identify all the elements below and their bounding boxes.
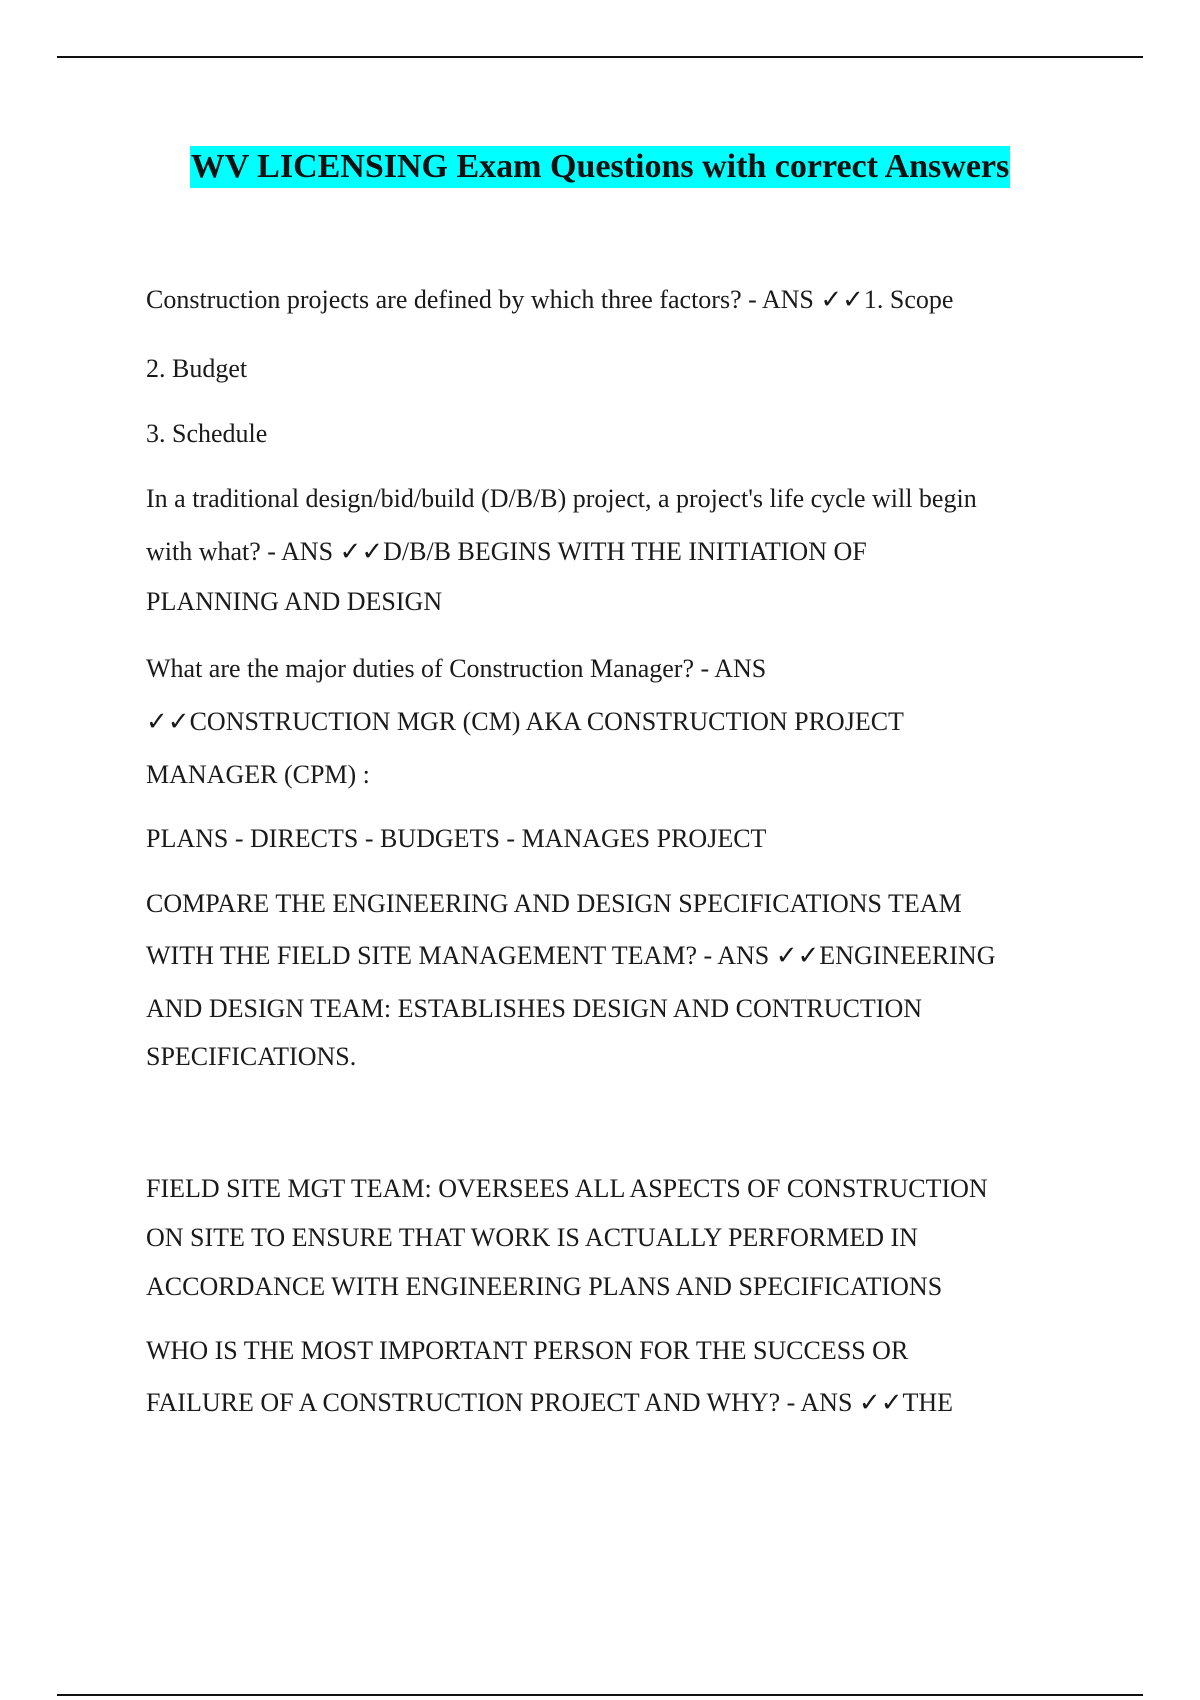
text-line: 3. Schedule — [146, 419, 268, 448]
text-line: FIELD SITE MGT TEAM: OVERSEES ALL ASPECTS OF CONSTRUCTION — [146, 1174, 988, 1203]
top-rule — [57, 56, 1143, 58]
text-line: ACCORDANCE WITH ENGINEERING PLANS AND SPECIFICATIONS — [146, 1272, 943, 1301]
text-line: Construction projects are defined by which three factors? - ANS ✓✓1. Scope — [146, 285, 954, 314]
text-line: PLANS - DIRECTS - BUDGETS - MANAGES PROJECT — [146, 824, 767, 853]
text-line: In a traditional design/bid/build (D/B/B) project, a project's life cycle will begin — [146, 484, 977, 513]
text-line: COMPARE THE ENGINEERING AND DESIGN SPECIFICATIONS TEAM — [146, 889, 962, 918]
title-block — [0, 146, 1200, 188]
text-line: with what? - ANS ✓✓D/B/B BEGINS WITH THE INITIATION OF — [146, 537, 867, 566]
text-line: MANAGER (CPM) : — [146, 760, 370, 789]
text-line: FAILURE OF A CONSTRUCTION PROJECT AND WHY? - ANS ✓✓THE — [146, 1388, 954, 1417]
text-line: ON SITE TO ENSURE THAT WORK IS ACTUALLY PERFORMED IN — [146, 1223, 918, 1252]
text-line: SPECIFICATIONS. — [146, 1042, 357, 1071]
text-line: PLANNING AND DESIGN — [146, 587, 443, 616]
text-line: AND DESIGN TEAM: ESTABLISHES DESIGN AND CONTRUCTION — [146, 994, 923, 1023]
text-line: WHO IS THE MOST IMPORTANT PERSON FOR THE SUCCESS OR — [146, 1336, 909, 1365]
text-line: ✓✓CONSTRUCTION MGR (CM) AKA CONSTRUCTION PROJECT — [146, 707, 904, 736]
text-line: 2. Budget — [146, 354, 248, 383]
document-title: WV LICENSING Exam Questions with correct Answers — [190, 146, 1011, 188]
text-line: What are the major duties of Construction Manager? - ANS — [146, 654, 767, 683]
text-line: WITH THE FIELD SITE MANAGEMENT TEAM? - ANS ✓✓ENGINEERING — [146, 941, 996, 970]
bottom-rule — [57, 1694, 1143, 1696]
